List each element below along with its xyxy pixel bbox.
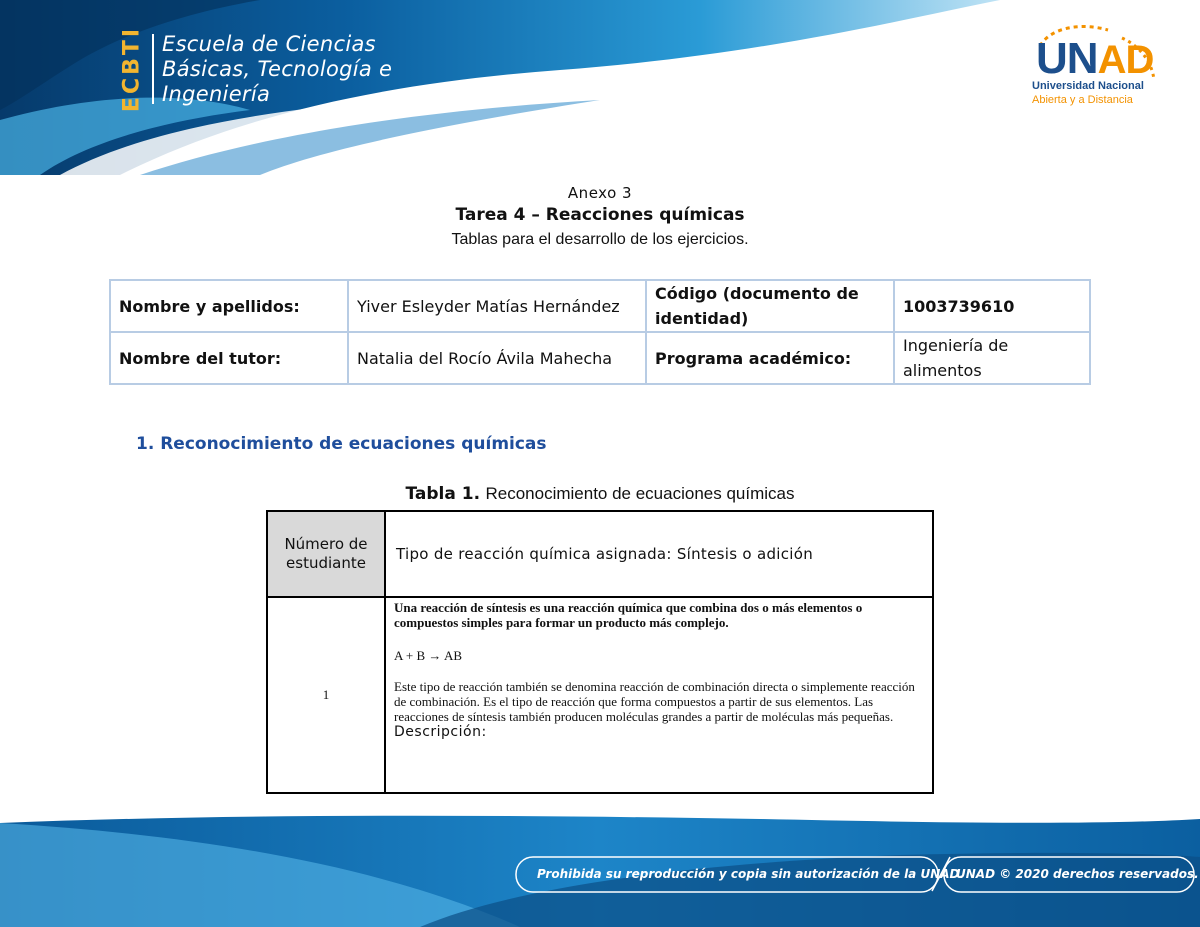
student-info-table [109,279,1091,385]
synthesis-explanation: Este tipo de reacción también se denomina reacción de combinación directa o simplemente reacción de combinación. Es el tipo de reacción que forma compuestos a partir de sus elementos. Las reacciones de síntesis también producen moléculas grandes a partir de moléculas más pequeñas. [394,679,915,724]
badge-divider [152,34,154,104]
table-1-caption-label: Tabla 1. [405,484,481,504]
unad-logo-letters: UNAD [1036,34,1154,83]
code-value: 1003739610 [894,280,1090,332]
student-number-header: Número de estudiante [267,511,385,597]
school-name-line-3: Ingeniería [162,82,271,106]
program-label: Programa académico: [646,332,894,384]
reaction-type-header: Tipo de reacción química asignada: Síntesis o adición [385,511,933,597]
reaction-table-header [267,511,933,597]
name-value: Yiver Esleyder Matías Hernández [348,280,646,332]
tutor-value: Natalia del Rocío Ávila Mahecha [348,332,646,384]
footer-banner [0,805,1200,927]
copyright-notice: UNAD © 2020 derechos reservados. [956,867,1199,881]
school-name-line-1: Escuela de Ciencias [162,32,376,56]
info-row-1 [110,280,1090,332]
description-label: Descripción: [394,724,487,740]
unad-logo-line-1: Universidad Nacional [1032,80,1144,92]
reaction-table [266,510,934,794]
school-name [162,32,392,107]
copy-notice: Prohibida su reproducción y copia sin autorización de la UNAD. [537,867,965,881]
header-banner [0,0,1200,175]
annex-title: Anexo 3 [567,184,633,202]
code-label: Código (documento de identidad) [646,280,894,332]
tutor-label: Nombre del tutor: [110,332,348,384]
table-1-caption-text: Reconocimiento de ecuaciones químicas [485,484,795,503]
school-name-line-2: Básicas, Tecnología e [162,57,393,81]
synthesis-equation: A + B → AB [394,648,463,663]
table-1-caption [0,484,1200,504]
reaction-description-cell [385,597,933,793]
task-title: Tarea 4 – Reacciones químicas [455,205,745,225]
info-row-2 [110,332,1090,384]
name-label: Nombre y apellidos: [110,280,348,332]
section-heading: 1. Reconocimiento de ecuaciones químicas [136,434,547,454]
program-value: Ingeniería de alimentos [894,332,1090,384]
footer-wave-graphic [0,805,1200,927]
unad-logo [1030,24,1170,124]
unad-logo-line-2: Abierta y a Distancia [1032,94,1133,106]
document-subtitle: Tablas para el desarrollo de los ejercicios. [451,231,749,248]
table-row [267,597,933,793]
synthesis-definition: Una reacción de síntesis es una reacción química que combina dos o más elementos o compuestos simples para formar un producto más complejo. [394,600,863,630]
ecbti-badge: ECBTI [119,25,145,113]
student-number-cell: 1 [267,597,385,793]
